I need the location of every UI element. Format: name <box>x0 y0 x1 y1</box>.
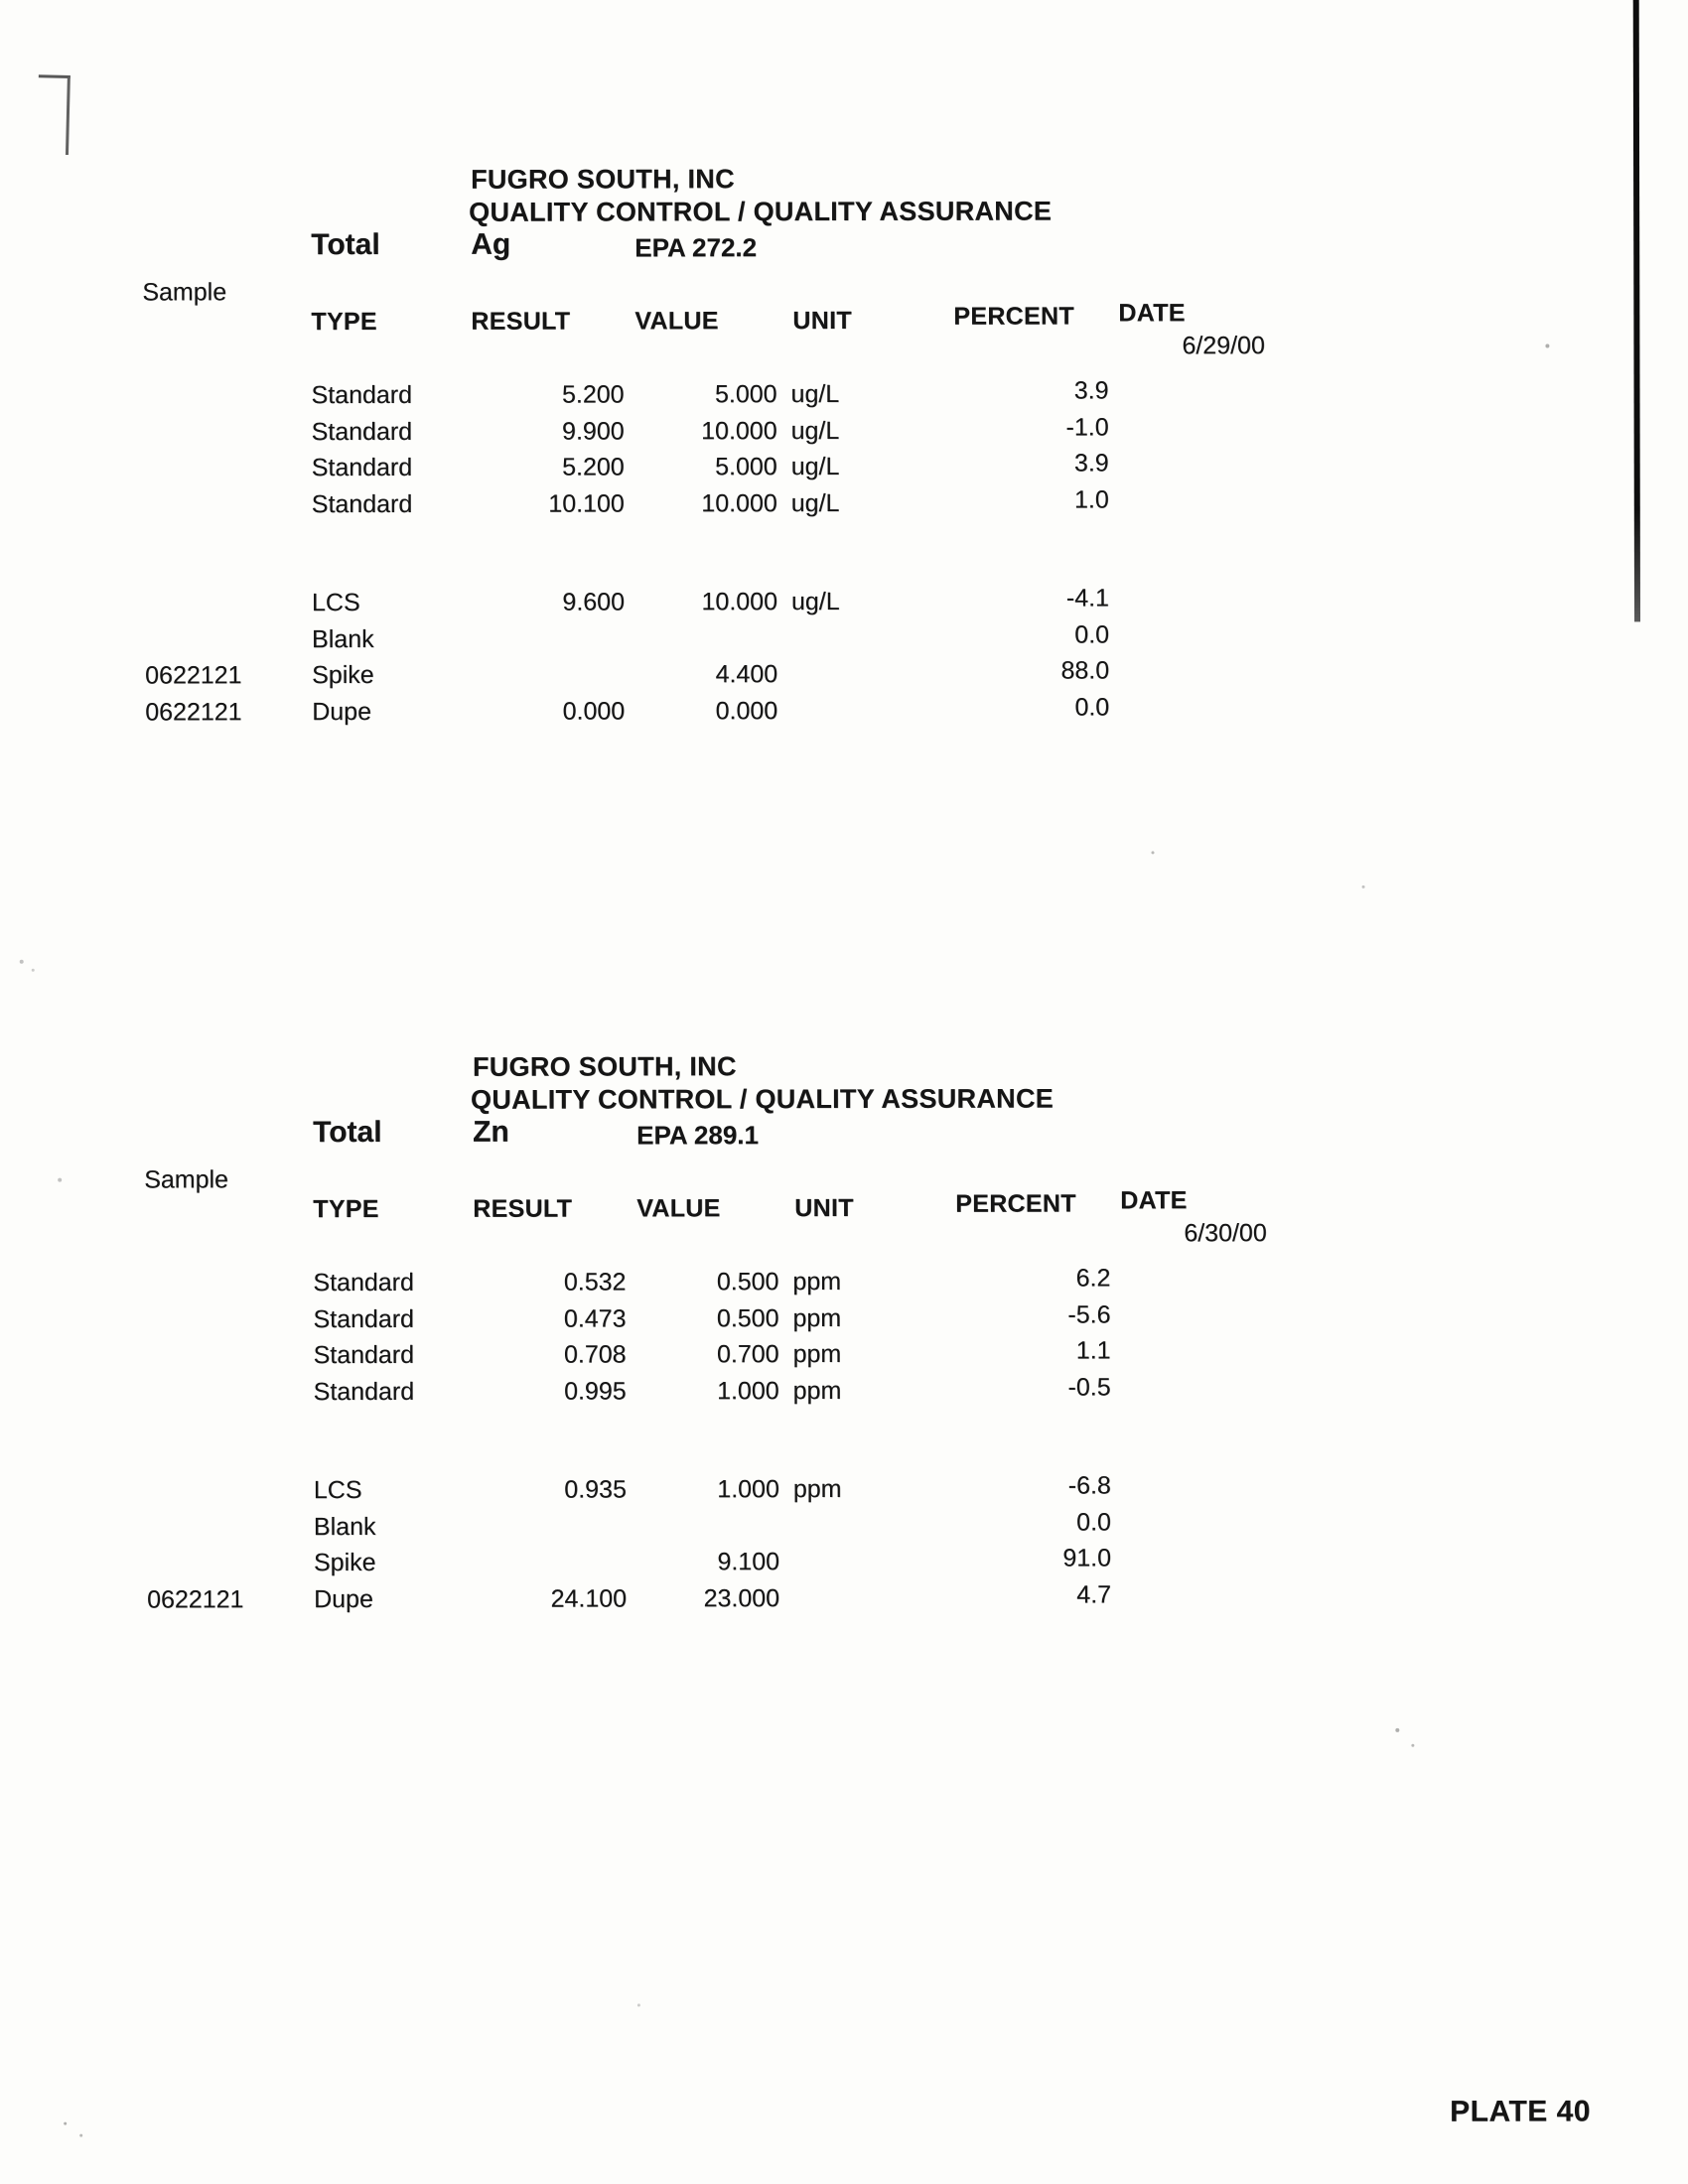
row-value: 10.000 <box>701 488 777 517</box>
row-result: 0.532 <box>563 1268 627 1297</box>
row-type: Dupe <box>314 1584 373 1613</box>
row-result: 0.000 <box>562 696 626 726</box>
column-header-unit: UNIT <box>792 306 852 336</box>
column-header-value: VALUE <box>634 307 719 336</box>
epa-method: EPA 272.2 <box>634 232 758 263</box>
table-row <box>1 1546 1688 1583</box>
table-row <box>1 1338 1688 1376</box>
epa-method: EPA 289.1 <box>636 1120 759 1151</box>
scan-speck <box>20 960 24 964</box>
plate-number: PLATE 40 <box>1450 2095 1591 2128</box>
row-value: 5.000 <box>715 453 777 481</box>
table-row <box>0 692 1687 733</box>
row-result: 0.935 <box>564 1475 627 1504</box>
row-percent: 0.0 <box>1074 619 1110 649</box>
scan-speck <box>1151 851 1154 854</box>
table-row <box>1 1507 1688 1548</box>
row-percent: 91.0 <box>1062 1544 1112 1572</box>
row-percent: 0.0 <box>1076 1507 1111 1537</box>
table-row <box>0 451 1687 488</box>
row-unit: ug/L <box>790 488 840 517</box>
row-percent: 3.9 <box>1073 449 1109 478</box>
row-unit: ppm <box>792 1340 842 1369</box>
table-row <box>1 1579 1688 1620</box>
row-value: 0.500 <box>716 1303 779 1332</box>
row-result: 0.708 <box>563 1340 627 1369</box>
row-value: 5.000 <box>714 380 777 409</box>
column-header-percent: PERCENT <box>953 302 1074 331</box>
scan-corner-mark <box>37 74 70 155</box>
sample-id: 0622121 <box>147 1584 244 1613</box>
row-type: Standard <box>313 1340 415 1370</box>
column-header-date: DATE <box>1118 299 1186 328</box>
row-percent: 1.0 <box>1073 484 1109 514</box>
total-label: Total <box>311 227 380 262</box>
row-type: Standard <box>313 1268 414 1297</box>
column-header-result: RESULT <box>473 1194 573 1223</box>
analyte-symbol: Ag <box>471 227 511 261</box>
table-row <box>0 412 1687 453</box>
row-value: 1.000 <box>717 1475 779 1504</box>
row-value: 9.100 <box>717 1548 780 1576</box>
scan-speck <box>1395 1728 1399 1732</box>
row-percent: -6.8 <box>1067 1471 1111 1500</box>
row-value: 1.000 <box>717 1376 779 1405</box>
scan-speck <box>1362 886 1365 888</box>
scan-speck <box>32 969 35 972</box>
row-type: Dupe <box>312 697 371 726</box>
table-row <box>0 658 1687 696</box>
table-row <box>0 586 1687 623</box>
sample-id: 0622121 <box>145 697 242 726</box>
row-percent: -5.6 <box>1067 1299 1111 1329</box>
qc-section-zn <box>0 1049 1688 1649</box>
row-percent: -1.0 <box>1065 412 1109 442</box>
analysis-date: 6/30/00 <box>1184 1219 1267 1248</box>
row-result: 10.100 <box>548 488 625 518</box>
table-row <box>0 484 1687 525</box>
row-type: Standard <box>311 417 413 446</box>
row-unit: ppm <box>792 1475 842 1504</box>
column-header-percent: PERCENT <box>955 1189 1076 1218</box>
row-percent: 1.1 <box>1075 1336 1111 1365</box>
table-row <box>1 1473 1688 1511</box>
column-header-value: VALUE <box>636 1194 721 1223</box>
row-type: Standard <box>311 453 413 482</box>
analysis-date: 6/29/00 <box>1182 332 1265 360</box>
row-value: 23.000 <box>703 1583 780 1612</box>
row-type: Standard <box>313 1304 414 1333</box>
row-result: 0.995 <box>564 1376 627 1406</box>
row-result: 5.200 <box>562 453 625 481</box>
row-unit: ug/L <box>790 380 840 409</box>
row-value: 0.000 <box>715 696 778 725</box>
row-unit: ppm <box>792 1268 842 1297</box>
report-title: QUALITY CONTROL / QUALITY ASSURANCE <box>469 196 1053 227</box>
row-result: 24.100 <box>550 1583 628 1613</box>
analyte-symbol: Zn <box>473 1115 509 1149</box>
column-header-type: TYPE <box>311 307 377 337</box>
scan-speck <box>1411 1744 1414 1747</box>
company-name: FUGRO SOUTH, INC <box>472 1051 737 1082</box>
row-value: 0.700 <box>716 1340 779 1369</box>
row-result: 9.900 <box>562 416 625 446</box>
row-type: Spike <box>313 1548 376 1577</box>
column-header-unit: UNIT <box>794 1193 854 1223</box>
row-unit: ug/L <box>790 416 840 445</box>
qc-section-ag <box>0 162 1687 761</box>
row-percent: 4.7 <box>1076 1579 1112 1609</box>
table-row <box>0 1299 1688 1340</box>
row-percent: 3.9 <box>1073 376 1109 405</box>
sample-column-label: Sample <box>144 1165 228 1194</box>
table-row <box>0 378 1687 416</box>
column-header-result: RESULT <box>471 307 571 336</box>
table-row <box>0 619 1687 660</box>
row-percent: -4.1 <box>1065 584 1109 613</box>
row-unit: ug/L <box>790 453 840 481</box>
row-value: 0.500 <box>716 1268 779 1297</box>
row-type: LCS <box>313 1476 362 1505</box>
row-type: Blank <box>312 624 374 653</box>
row-value: 4.400 <box>715 660 778 689</box>
row-type: Spike <box>312 660 374 690</box>
column-header-date: DATE <box>1120 1186 1188 1215</box>
row-result: 9.600 <box>562 588 625 616</box>
row-percent: 0.0 <box>1074 692 1110 722</box>
row-unit: ppm <box>792 1303 842 1332</box>
row-unit: ug/L <box>790 588 840 616</box>
table-row <box>0 1266 1688 1303</box>
row-percent: -0.5 <box>1067 1372 1111 1402</box>
row-type: Standard <box>311 380 413 410</box>
row-result: 0.473 <box>563 1303 627 1333</box>
row-value: 10.000 <box>701 588 777 616</box>
scan-speck <box>79 2134 82 2137</box>
row-type: Blank <box>313 1512 376 1541</box>
scan-speck <box>637 2003 640 2006</box>
row-percent: 88.0 <box>1060 656 1110 685</box>
report-title: QUALITY CONTROL / QUALITY ASSURANCE <box>470 1083 1055 1115</box>
company-name: FUGRO SOUTH, INC <box>471 164 735 195</box>
row-type: Standard <box>313 1377 415 1406</box>
table-row <box>1 1372 1688 1413</box>
row-unit: ppm <box>792 1376 842 1405</box>
sample-id: 0622121 <box>145 661 242 690</box>
row-type: LCS <box>311 589 360 617</box>
total-label: Total <box>313 1115 382 1150</box>
row-result: 5.200 <box>561 380 625 409</box>
row-value: 10.000 <box>701 416 777 445</box>
column-header-type: TYPE <box>313 1194 379 1224</box>
row-type: Standard <box>311 489 413 518</box>
row-percent: 6.2 <box>1075 1264 1111 1293</box>
scan-speck <box>64 2122 67 2125</box>
sample-column-label: Sample <box>142 278 227 307</box>
